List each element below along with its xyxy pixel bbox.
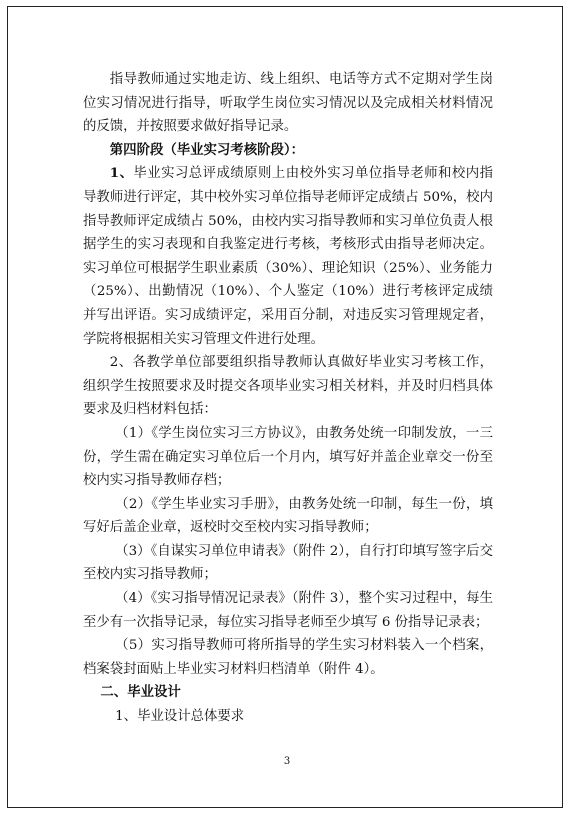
item1-label: 1、 <box>109 165 134 182</box>
list-item-2: （2）《学生毕业实习手册》，由教务处统一印制，每生一份，填写好后盖企业章，返校时交至校内实习指导教师； <box>83 496 493 536</box>
paragraph-assessment-2: 2、各教学单位部要组织指导教师认真做好毕业实习考核工作，组织学生按照要求及时提交各项毕业实习相关材料，并及时归档具体要求及归档材料包括： <box>83 355 493 418</box>
paragraph-assessment-1 <box>83 162 493 351</box>
paragraph-guidance: 指导教师通过实地走访、线上组织、电话等方式不定期对学生岗位实习情况进行指导，听取学生岗位实习情况以及完成相关材料情况的反馈，并按照要求做好指导记录。 <box>83 72 493 135</box>
item1-text: 毕业实习总评成绩原则上由校外实习单位指导老师和校内指导教师进行评定，其中校外实习单位指导老师评定成绩占 50%，校内指导教师评定成绩占 50%，由校内实习指导教师和实习单位负责人根据学生的实习表现和自我鉴定进行考核，考核形式由指导老师决定。实习单位可根据学生职业素质（30%）、理论知识（25%）、业务能力（25%）、出勤情况（10%）、个人鉴定（10%）进行考核评定成绩并写出评语。实习成绩评定，采用百分制，对违反实习管理规定者，学院将根据相关实习管理文件进行处理。 <box>83 166 493 347</box>
stage4-heading: 第四阶段（毕业实习考核阶段）： <box>109 141 304 158</box>
list-item-5: （5）实习指导教师可将所指导的学生实习材料装入一个档案，档案袋封面贴上毕业实习材料归档清单（附件 4）。 <box>83 638 493 677</box>
list-item-4: （4）《实习指导情况记录表》（附件 3），整个实习过程中，每生至少有一次指导记录，每位实习指导老师至少填写 6 份指导记录表； <box>83 591 493 630</box>
list-item-1: （1）《学生岗位实习三方协议》，由教务处统一印制发放，一三份，学生需在确定实习单位后一个月内，填写好并盖企业章交一份至校内实习指导教师存档； <box>83 425 493 489</box>
section-heading-graduation-design: 二、毕业设计 <box>100 685 181 701</box>
page-number: 3 <box>283 756 291 767</box>
document-body <box>83 68 493 729</box>
section-item-1: 1、毕业设计总体要求 <box>115 709 245 725</box>
list-item-3: （3）《自谋实习单位申请表》（附件 2），自行打印填写签字后交至校内实习指导教师； <box>83 543 493 583</box>
